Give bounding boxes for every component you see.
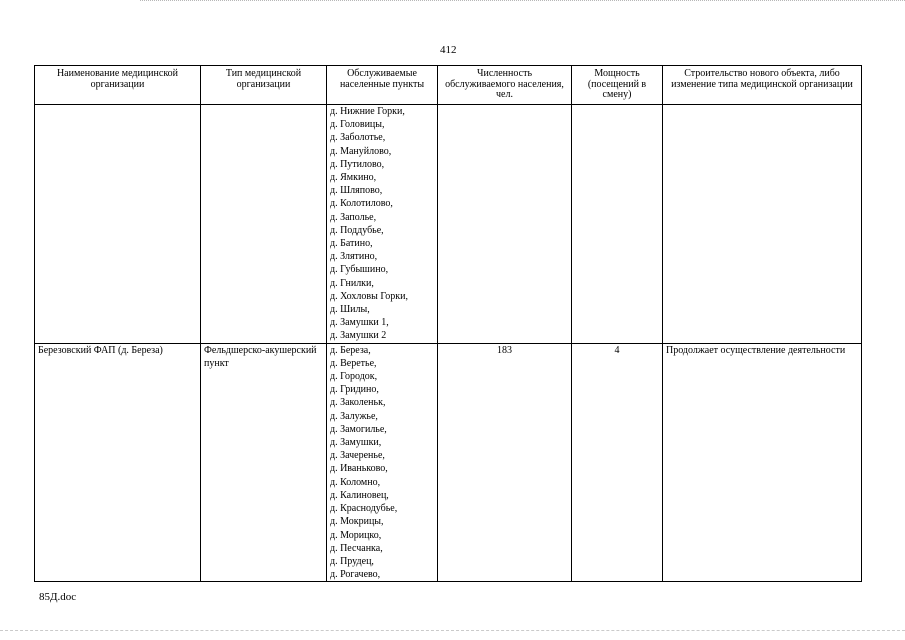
settlement-item: д. Заколеньк, (330, 397, 386, 409)
cell-construction (663, 105, 862, 344)
table-header-row (35, 66, 862, 105)
settlement-item: д. Шляпово, (330, 185, 383, 197)
column-header-capacity: Мощность (посещений в смену) (572, 66, 663, 105)
column-header-type: Тип медицинской организации (201, 66, 327, 105)
settlement-item: д. Губышино, (330, 264, 389, 276)
cell-org-name: Березовский ФАП (д. Береза) (35, 343, 201, 582)
settlement-item: д. Поддубье, (330, 224, 384, 236)
cell-construction: Продолжает осуществление деятельности (663, 343, 862, 582)
settlement-item: д. Ямкино, (330, 172, 377, 184)
cell-org-type (201, 105, 327, 344)
settlement-item: д. Колотилово, (330, 198, 393, 210)
settlement-item: д. Замушки, (330, 437, 382, 449)
settlement-item: д. Замушки 2 (330, 330, 387, 342)
settlement-item: д. Гридино, (330, 384, 379, 396)
scan-artifact-top (140, 0, 905, 4)
settlement-item: д. Злятино, (330, 251, 378, 263)
settlement-item: д. Хохловы Горки, (330, 290, 408, 302)
column-header-settlements: Обслуживаемые населенные пункты (327, 66, 438, 105)
settlement-item: д. Иваньково, (330, 463, 388, 475)
cell-capacity (572, 105, 663, 344)
settlement-item: д. Коломно, (330, 476, 381, 488)
settlement-item: д. Зачеренье, (330, 450, 385, 462)
medical-organizations-table (34, 65, 862, 582)
settlement-item: д. Морицко, (330, 529, 382, 541)
cell-org-type: Фельдшерско-акушерский пункт (201, 343, 327, 582)
settlement-item: д. Гнилки, (330, 277, 374, 289)
settlement-item: д. Калиновец, (330, 489, 389, 501)
settlement-item: д. Замогилье, (330, 423, 387, 435)
scan-artifact-bottom (0, 630, 905, 635)
cell-population: 183 (438, 343, 572, 582)
settlement-item: д. Батино, (330, 238, 373, 250)
settlement-item: д. Веретье, (330, 357, 377, 369)
cell-capacity: 4 (572, 343, 663, 582)
page-number: 412 (440, 44, 457, 56)
table-row (35, 343, 862, 582)
settlement-item: д. Краснодубье, (330, 503, 398, 515)
column-header-construction: Строительство нового объекта, либо изменение типа медицинской организации (663, 66, 862, 105)
table-row (35, 105, 862, 344)
column-header-name: Наименование медицинской организации (35, 66, 201, 105)
settlement-item: д. Городок, (330, 371, 378, 383)
settlement-item: д. Головицы, (330, 119, 385, 131)
settlement-item: д. Прудец, (330, 555, 374, 567)
settlement-item: д. Мануйлово, (330, 145, 392, 157)
settlement-item: д. Путилово, (330, 158, 385, 170)
settlement-item: д. Песчанка, (330, 542, 383, 554)
settlement-item: д. Мокрицы, (330, 516, 384, 528)
settlement-item: д. Нижние Горки, (330, 106, 405, 117)
settlement-item: д. Рогачево, (330, 569, 381, 581)
cell-settlements (327, 105, 438, 344)
cell-org-name (35, 105, 201, 344)
cell-settlements (327, 343, 438, 582)
column-header-population: Численность обслуживаемого населения, чел. (438, 66, 572, 105)
cell-population (438, 105, 572, 344)
settlement-item: д. Заболотье, (330, 132, 386, 144)
settlement-item: д. Залужье, (330, 410, 378, 422)
settlement-item: д. Береза, (330, 344, 371, 356)
settlement-item: д. Замушки 1, (330, 317, 389, 329)
document-filename: 85Д.doc (39, 591, 77, 603)
settlement-item: д. Шилы, (330, 304, 370, 316)
settlement-item: д. Заполье, (330, 211, 377, 223)
